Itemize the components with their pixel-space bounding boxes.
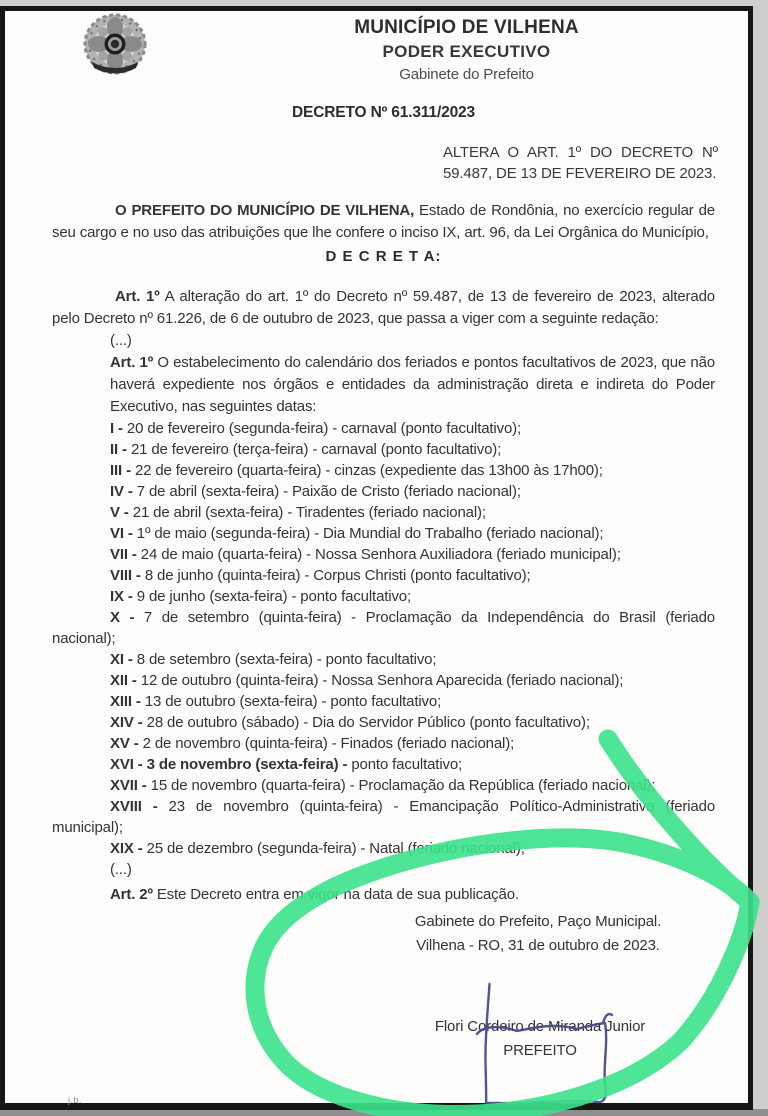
article-1-label: Art. 1º	[115, 288, 160, 305]
holiday-item	[52, 607, 715, 649]
page-footnote: j.b.	[68, 1095, 83, 1105]
holiday-item-number: VII -	[110, 546, 137, 563]
holiday-item-number: IX -	[110, 588, 133, 605]
article-2-text: Este Decreto entra em vigor na data de sua publicação.	[156, 886, 519, 903]
holiday-item-number: IV -	[110, 483, 133, 500]
holiday-item	[52, 418, 715, 439]
holiday-item-text: 7 de abril (sexta-feira) - Paixão de Cristo (feriado nacional);	[136, 483, 521, 500]
holiday-item-text: 21 de fevereiro (terça-feira) - carnaval (ponto facultativo);	[130, 441, 502, 458]
letterhead-text	[200, 15, 733, 86]
holiday-item	[52, 691, 715, 712]
holiday-item	[52, 502, 715, 523]
letterhead	[5, 11, 748, 86]
holiday-item-number: XIII -	[110, 693, 141, 710]
holiday-item-text: 22 de fevereiro (quarta-feira) - cinzas (expediente das 13h00 às 17h00);	[134, 462, 603, 479]
holiday-item-text: 15 de novembro (quarta-feira) - Proclamação da República (feriado nacional);	[150, 777, 656, 794]
holiday-item-number: X -	[110, 609, 135, 626]
holiday-item-number: XIV -	[110, 714, 143, 731]
municipal-coat-of-arms-icon	[83, 13, 147, 79]
signatory-role: PREFEITO	[503, 1042, 577, 1059]
holiday-item-text: 7 de setembro (quinta-feira) - Proclamação da Independência do Brasil (feriado nacional);	[52, 609, 715, 647]
holiday-item	[52, 565, 715, 586]
preamble-authority: O PREFEITO DO MUNICÍPIO DE VILHENA,	[115, 202, 415, 219]
quoted-ellipsis-top: (...)	[110, 332, 132, 349]
holiday-item	[52, 481, 715, 502]
holiday-item	[52, 670, 715, 691]
holiday-item-number: XIX -	[110, 840, 143, 857]
holiday-item	[52, 649, 715, 670]
holiday-item-number: III -	[110, 462, 131, 479]
holiday-item-number: XII -	[110, 672, 137, 689]
signature-block	[380, 1015, 700, 1063]
holiday-item-text: 13 de outubro (sexta-feira) - ponto facultativo;	[144, 693, 442, 710]
holiday-item-text: 8 de setembro (sexta-feira) - ponto facultativo;	[136, 651, 437, 668]
closing-place-line: Gabinete do Prefeito, Paço Municipal.	[414, 913, 662, 930]
holiday-item-text: 25 de dezembro (segunda-feira) - Natal (feriado nacional);	[146, 840, 525, 857]
holiday-item	[52, 796, 715, 838]
holiday-item-text: 1º de maio (segunda-feira) - Dia Mundial do Trabalho (feriado nacional);	[136, 525, 604, 542]
holiday-item-text: 24 de maio (quarta-feira) - Nossa Senhora Auxiliadora (feriado municipal);	[140, 546, 621, 563]
article-1-text: A alteração do art. 1º do Decreto nº 59.487, de 13 de fevereiro de 2023, alterado pelo Decreto nº 61.226, de 6 de outubro de 2023, que passa a viger com a seguinte redação:	[52, 288, 715, 327]
holiday-item	[52, 586, 715, 607]
article-2-paragraph	[52, 884, 715, 906]
closing-block	[378, 910, 698, 958]
letterhead-branch: PODER EXECUTIVO	[382, 42, 551, 61]
article-1-paragraph	[52, 286, 715, 330]
page-bottom-edge	[0, 1109, 768, 1116]
article-2-label: Art. 2º	[110, 886, 153, 903]
holiday-item-text: 12 de outubro (quinta-feira) - Nossa Senhora Aparecida (feriado nacional);	[140, 672, 624, 689]
letterhead-municipality: MUNICÍPIO DE VILHENA	[354, 17, 579, 38]
holiday-item-number: XVI - 3 de novembro (sexta-feira) -	[110, 756, 348, 773]
quoted-article-1-text: O estabelecimento do calendário dos feriados e pontos facultativos de 2023, que não haverá expediente nos órgãos e entidades da administração direta e indireta do Poder Executivo, nas seguintes datas:	[110, 354, 715, 415]
holiday-item-number: XVIII -	[110, 798, 158, 815]
holiday-item-text: 20 de fevereiro (segunda-feira) - carnaval (ponto facultativo);	[126, 420, 522, 437]
decree-text-column	[52, 102, 718, 1063]
holiday-item	[52, 460, 715, 481]
holiday-item-number: II -	[110, 441, 127, 458]
holiday-item	[52, 544, 715, 565]
document-body	[5, 11, 748, 1103]
signatory-name: Flori Cordeiro de Miranda Junior	[434, 1018, 646, 1035]
holiday-list	[52, 418, 715, 859]
quoted-article-1-label: Art. 1º	[110, 354, 154, 371]
decreta-heading: D E C R E T A:	[325, 248, 442, 265]
holiday-item	[52, 523, 715, 544]
closing-date-line: Vilhena - RO, 31 de outubro de 2023.	[416, 937, 660, 954]
holiday-item-text: 28 de outubro (sábado) - Dia do Servidor Público (ponto facultativo);	[146, 714, 590, 731]
holiday-item	[52, 733, 715, 754]
holiday-item-number: I -	[110, 420, 123, 437]
holiday-item-number: V -	[110, 504, 129, 521]
holiday-item	[52, 712, 715, 733]
holiday-item-text: 21 de abril (sexta-feira) - Tiradentes (feriado nacional);	[132, 504, 486, 521]
holiday-item-text: 2 de novembro (quinta-feira) - Finados (feriado nacional);	[142, 735, 515, 752]
holiday-item-number: VI -	[110, 525, 133, 542]
letterhead-office: Gabinete do Prefeito	[399, 66, 534, 83]
preamble-text: Estado de Rondônia, no exercício regular de seu cargo e no uso das atribuições que lhe confere o inciso IX, art. 96, da Lei Orgânica do Município,	[52, 202, 715, 241]
holiday-item-number: XVII -	[110, 777, 147, 794]
holiday-item	[52, 775, 715, 796]
preamble-paragraph	[52, 200, 715, 244]
holiday-item-text: 9 de junho (sexta-feira) - ponto facultativo;	[136, 588, 412, 605]
document-frame	[0, 6, 753, 1110]
holiday-item-number: XV -	[110, 735, 139, 752]
holiday-item	[52, 439, 715, 460]
quoted-ellipsis-bottom: (...)	[110, 861, 132, 878]
holiday-item-text: 23 de novembro (quinta-feira) - Emancipação Político-Administrativa (feriado municipal);	[52, 798, 716, 836]
holiday-item-text: ponto facultativo;	[351, 756, 463, 773]
decree-ementa: ALTERA O ART. 1º DO DECRETO Nº 59.487, DE 13 DE FEVEREIRO DE 2023.	[443, 144, 718, 182]
holiday-item	[52, 754, 715, 775]
holiday-item-number: XI -	[110, 651, 133, 668]
holiday-item	[52, 838, 715, 859]
holiday-item-text: 8 de junho (quinta-feira) - Corpus Christi (ponto facultativo);	[144, 567, 531, 584]
quoted-article-1-paragraph	[52, 352, 715, 418]
holiday-item-number: VIII -	[110, 567, 141, 584]
decree-title: DECRETO Nº 61.311/2023	[291, 104, 475, 121]
